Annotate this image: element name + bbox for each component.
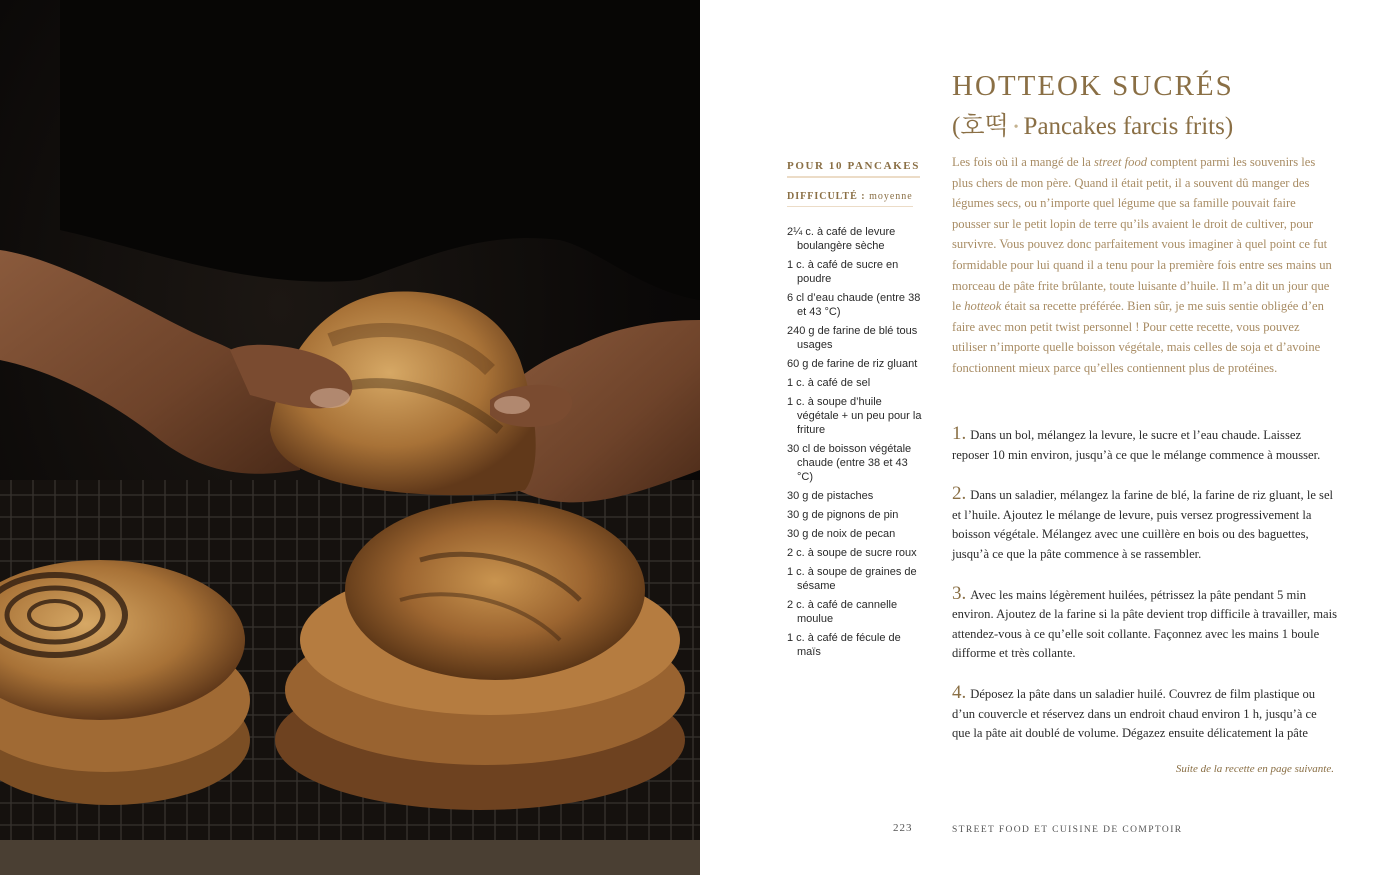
- page-number: 223: [893, 822, 913, 834]
- ingredient-item: 2 c. à café de cannelle moulue: [787, 599, 898, 625]
- ingredient-item: 1 c. à café de fécule de maïs: [787, 632, 901, 658]
- step-text: Dans un saladier, mélangez la farine de blé, la farine de riz gluant, le sel et l’huile. Ajoutez le mélange de levure, puis versez progressivement la boisson végétale. Mélangez avec une cuillère en bois ou des baguettes, jusqu’à ce que la pâte commence à se rassembler.: [952, 488, 1334, 561]
- ingredient-item: 6 cl d’eau chaude (entre 38 et 43 °C): [787, 292, 921, 318]
- ingredient-item: 30 g de noix de pecan: [787, 528, 896, 540]
- recipe-step: [952, 584, 1337, 664]
- step-text: Avec les mains légèrement huilées, pétrissez la pâte pendant 5 min environ. Ajoutez de la farine si la pâte devient trop difficile à travailler, mais attendez-vous à ce qu’elle soit collante. Façonnez avec les mains 1 boule difforme et très collante.: [952, 587, 1337, 661]
- ingredient-item: 1 c. à soupe de graines de sésame: [787, 566, 917, 592]
- step-text: Déposez la pâte dans un saladier huilé. Couvrez de film plastique ou d’un couvercle et réservez dans un endroit chaud environ 1 h, jusqu’à ce que la pâte ait doublé de volume. Dégazez ensuite délicatement la pâte: [952, 686, 1317, 741]
- intro-paragraph: [952, 152, 1337, 379]
- step-text: Dans un bol, mélangez la levure, le sucre et l’eau chaude. Laissez reposer 10 min environ, jusqu’à ce que le mélange commence à mousser.: [952, 428, 1321, 462]
- step-number: 3.: [952, 582, 967, 604]
- step-number: 1.: [952, 423, 967, 444]
- subtitle-separator-dot: •: [1013, 120, 1019, 136]
- difficulty-label: [787, 191, 913, 207]
- ingredient-item: 2¼ c. à café de levure boulangère sèche: [787, 226, 896, 252]
- recipe-step: [952, 484, 1337, 564]
- continued-note: Suite de la recette en page suivante.: [1175, 763, 1334, 775]
- section-title: STREET FOOD ET CUISINE DE COMPTOIR: [952, 825, 1183, 835]
- difficulty-value: moyenne: [869, 191, 913, 202]
- ingredient-item: 1 c. à café de sel: [787, 377, 871, 389]
- difficulty-key: DIFFICULTÉ :: [787, 191, 866, 202]
- intro-emphasis: street food: [1094, 155, 1148, 169]
- recipe-steps: [952, 424, 1337, 763]
- intro-text: comptent parmi les souvenirs les plus chers de mon père. Quand il était petit, il a souvent dû manger des légumes secs, ou n’importe quel légume que sa famille pouvait faire pousser sur le petit lopin de terre qu’ils avaient le droit de cultiver, pour survivre. Vous pouvez donc parfaitement vous imaginer à quel point ce fut formidable pour lui quand il a tenu pour la première fois entre ses mains un morceau de pâte frite brûlante, toute luisante d’huile. Il m’a dit un jour que le: [952, 155, 1332, 314]
- serves-label: POUR 10 PANCAKES: [787, 160, 920, 178]
- ingredients-sidebar: [787, 156, 922, 664]
- page-footer: [893, 822, 1183, 835]
- ingredient-item: 2 c. à soupe de sucre roux: [787, 547, 917, 559]
- intro-text: Les fois où il a mangé de la: [952, 155, 1094, 169]
- step-number: 4.: [952, 681, 967, 703]
- ingredient-item: 1 c. à café de sucre en poudre: [787, 259, 899, 285]
- ingredient-item: 30 g de pistaches: [787, 490, 874, 502]
- ingredient-item: 30 cl de boisson végétale chaude (entre 38 et 43 °C): [787, 443, 912, 483]
- recipe-subtitle: [952, 106, 1233, 142]
- intro-emphasis: hotteok: [964, 299, 1002, 314]
- recipe-title: HOTTEOK SUCRÉS: [952, 70, 1234, 102]
- ingredient-item: 60 g de farine de riz gluant: [787, 358, 918, 370]
- recipe-intro: [952, 152, 1337, 379]
- ingredient-item: 1 c. à soupe d’huile végétale + un peu pour la friture: [787, 396, 922, 436]
- subtitle-korean: (호떡: [952, 113, 1009, 140]
- subtitle-french: Pancakes farcis frits): [1023, 113, 1234, 140]
- ingredient-item: 240 g de farine de blé tous usages: [787, 325, 918, 351]
- ingredient-list: [787, 225, 922, 659]
- step-number: 2.: [952, 483, 967, 505]
- recipe-step: [952, 424, 1337, 465]
- recipe-step: [952, 683, 1337, 744]
- intro-text: était sa recette préférée. Bien sûr, je me suis sentie obligée d’en faire avec mon petit twist personnel ! Pour cette recette, vous pouvez utiliser n’importe quelle boisson végétale, mais celles de soja et d’avoine fonctionnent mieux parce qu’elles contiennent plus de protéines.: [952, 299, 1324, 375]
- ingredient-item: 30 g de pignons de pin: [787, 509, 899, 521]
- recipe-page: [700, 0, 1400, 875]
